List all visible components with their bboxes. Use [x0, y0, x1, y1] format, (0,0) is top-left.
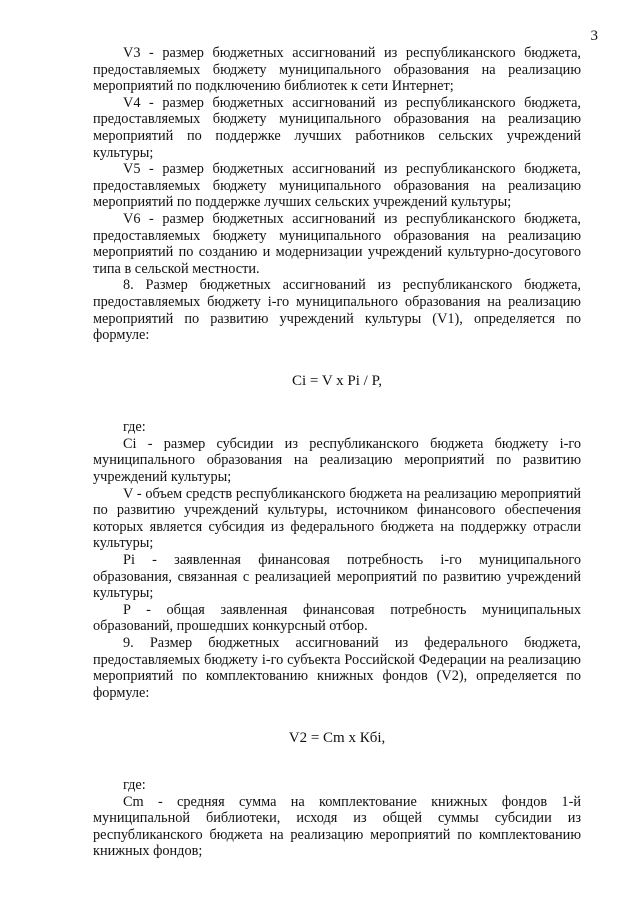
paragraph-section-9: 9. Размер бюджетных ассигнований из федерального бюджета, предоставляемых бюджету i-го субъекта Российской Федерации на реализацию мероприятий по комплектованию книжных фондов (V2), определяется по формуле: [93, 635, 581, 701]
formula-ci: Ci = V x Pi / P, [291, 372, 383, 389]
formula-v2: V2 = Cm x Кбi, [288, 730, 386, 747]
definition-p: P - общая заявленная финансовая потребность муниципальных образований, прошедших конкурсный отбор. [93, 601, 581, 635]
where-label-2: где: [123, 776, 146, 793]
definition-pi: Pi - заявленная финансовая потребность i-го муниципального образования, связанная с реализацией мероприятий по развитию учреждений культуры; [93, 552, 581, 602]
where-label-1: где: [123, 419, 146, 436]
document-body [93, 45, 581, 860]
definition-cm: Cm - средняя сумма на комплектование книжных фондов 1-й муниципальной библиотеки, исходя из общей суммы субсидии из республиканского бюджета на реализацию мероприятий по комплектованию книжных фондов; [93, 793, 581, 860]
definition-v: V - объем средств республиканского бюджета на реализацию мероприятий по развитию учреждений культуры, источником финансового обеспечения которых является субсидия из федерального бюджета на поддержку отрасли культуры; [93, 485, 581, 552]
paragraph-v3: V3 - размер бюджетных ассигнований из республиканского бюджета, предоставляемых бюджету муниципального образования на реализацию мероприятий по подключению библиотек к сети Интернет; [93, 45, 581, 95]
paragraph-v5: V5 - размер бюджетных ассигнований из республиканского бюджета, предоставляемых бюджету муниципального образования на реализацию мероприятий по поддержке лучших сельских учреждений культуры; [93, 161, 581, 211]
paragraph-v4: V4 - размер бюджетных ассигнований из республиканского бюджета, предоставляемых бюджету муниципального образования на реализацию мероприятий по поддержке лучших работников сельских учреждений культуры; [93, 94, 581, 161]
definition-ci: Ci - размер субсидии из республиканского бюджета бюджету i-го муниципального образования на реализацию мероприятий по развитию учреждений культуры; [93, 435, 581, 486]
page-number: 3 [590, 28, 598, 44]
paragraph-v6: V6 - размер бюджетных ассигнований из республиканского бюджета, предоставляемых бюджету муниципального образования на реализацию мероприятий по созданию и модернизации учреждений культурно-досугового типа в сельской местности. [93, 210, 581, 277]
paragraph-section-8: 8. Размер бюджетных ассигнований из республиканского бюджета, предоставляемых бюджету i-го муниципального образования на реализацию мероприятий по развитию учреждений культуры (V1), определяется по формуле: [93, 277, 581, 344]
